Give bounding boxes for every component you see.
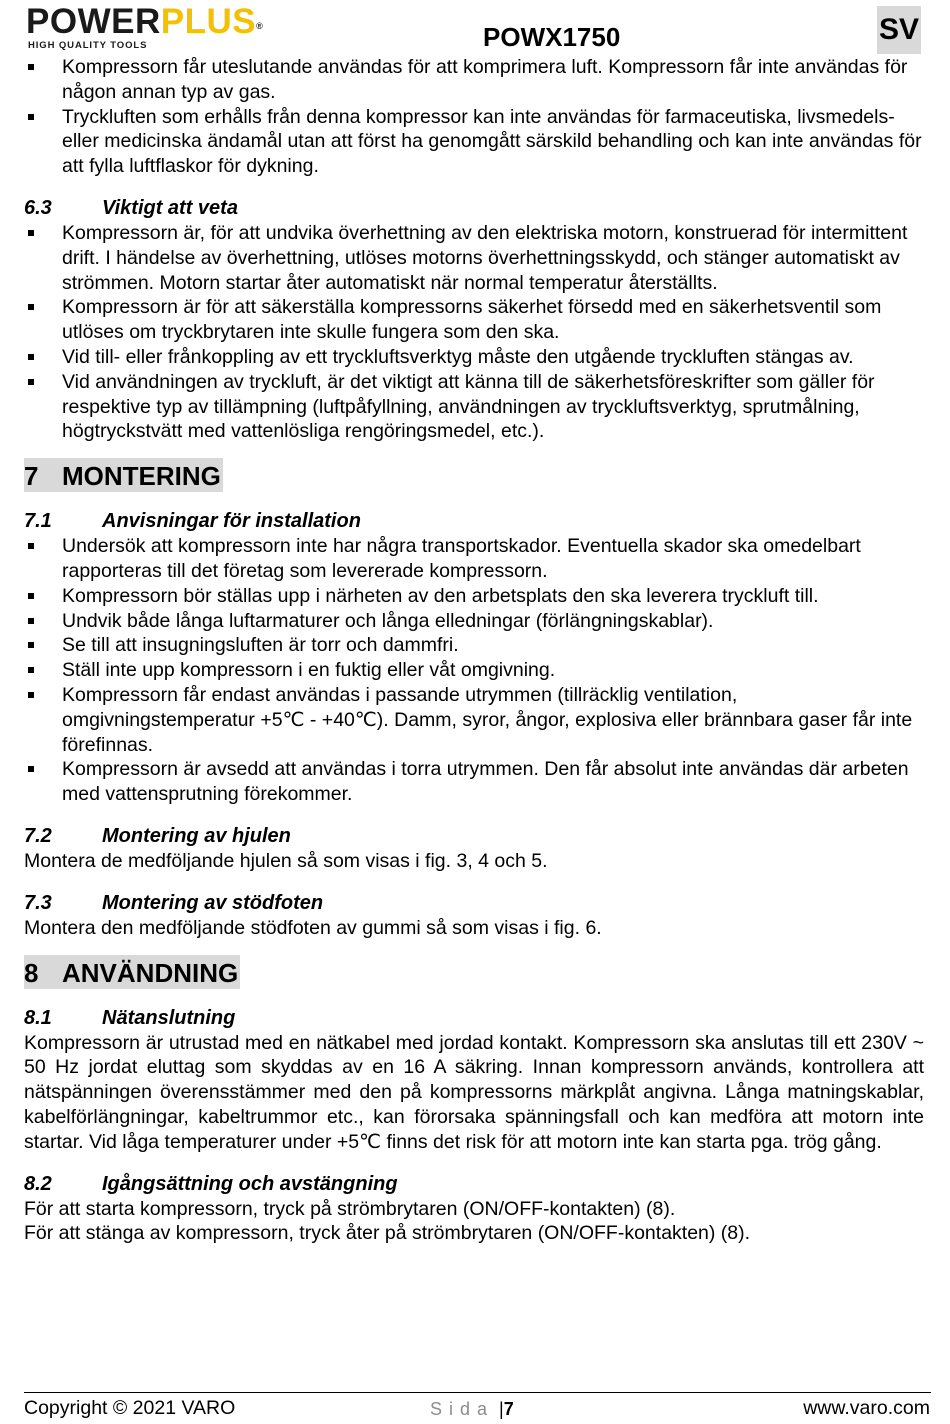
- list-item: Undersök att kompressorn inte har några transportskador. Eventuella skador ska omedelbart rapporteras till det företag som levererade kompressorn.: [24, 534, 924, 584]
- paragraph-8-2-line-2: För att stänga av kompressorn, tryck åter på strömbrytaren (ON/OFF-kontakten) (8).: [24, 1222, 751, 1245]
- page-number: 7: [503, 1399, 514, 1419]
- paragraph-8-1: Kompressorn är utrustad med en nätkabel med jordad kontakt. Kompressorn ska anslutas till ett 230V ~ 50 Hz jordat eluttag som skyddas av en 16 A säkring. Innan kompressorn används, kontrollera att nätspänningen överensstämmer med den på kompressorns märkplåt angivna. Långa matningskablar, kabelförlängningar, kabeltrummor etc., kan förorsaka spänningsfall och kan medföra att motorn inte startar. Vid låga temperaturer under +5℃ finns det risk för att motorn inte kan starta pga. trög gång.: [24, 1031, 924, 1153]
- list-item: Undvik både långa luftarmaturer och långa elledningar (förlängningskablar).: [24, 609, 924, 634]
- subsection-heading-6-3: 6.3 Viktigt att veta: [24, 196, 238, 219]
- powerplus-logo: [26, 4, 286, 50]
- footer-website: www.varo.com: [803, 1397, 930, 1419]
- list-item: Kompressorn får endast användas i passande utrymmen (tillräcklig ventilation, omgivningstemperatur +5℃ - +40℃). Damm, syror, ångor, explosiva eller brännbara gaser får inte förefinnas.: [24, 683, 924, 757]
- logo-wordmark: POWERPLUS®: [26, 2, 264, 41]
- subsection-heading-8-2: 8.2 Igångsättning och avstängning: [24, 1172, 398, 1195]
- subsection-heading-8-1: 8.1 Nätanslutning: [24, 1006, 236, 1029]
- subsection-heading-7-1: 7.1 Anvisningar för installation: [24, 510, 361, 533]
- subsection-heading-7-2: 7.2 Montering av hjulen: [24, 824, 291, 847]
- bullet-list-6-3: [24, 221, 924, 444]
- model-number: POWX1750: [483, 22, 621, 52]
- page-header: [0, 0, 950, 56]
- footer-page-indicator: Sida |7: [430, 1399, 514, 1419]
- list-item: Se till att insugningsluften är torr och dammfri.: [24, 633, 924, 658]
- page-content: [24, 55, 924, 1246]
- list-item: Vid till- eller frånkoppling av ett tryckluftsverktyg måste den utgående tryckluften stängas av.: [24, 345, 924, 370]
- section-heading-8: 8 ANVÄNDNING: [24, 955, 240, 989]
- subsection-heading-7-3: 7.3 Montering av stödfoten: [24, 891, 324, 914]
- list-item: Kompressorn är för att säkerställa kompressorns säkerhet försedd med en säkerhetsventil som utlöses om tryckbrytaren inte skulle fungera som den ska.: [24, 295, 924, 345]
- footer-copyright: Copyright © 2021 VARO: [24, 1397, 236, 1419]
- list-item: Kompressorn bör ställas upp i närheten av den arbetsplats den ska leverera tryckluft till.: [24, 584, 924, 609]
- bullet-list-7-1: [24, 534, 924, 807]
- list-item: Ställ inte upp kompressorn i en fuktig eller våt omgivning.: [24, 658, 924, 683]
- list-item: Kompressorn är, för att undvika överhettning av den elektriska motorn, konstruerad för intermittent drift. I händelse av överhettning, utlöses motorns överhettningsskydd, och stänger automatiskt av strömmen. Motorn startar åter automatiskt när normal temperatur återställts.: [24, 221, 924, 295]
- list-item: Vid användningen av tryckluft, är det viktigt att känna till de säkerhetsföreskrifter som gäller för respektive typ av tillämpning (luftpåfyllning, användningen av tryckluftsverktyg, sprutmålning, högtryckstvätt med vattenlösliga rengöringsmedel, etc.).: [24, 370, 924, 444]
- logo-tagline: HIGH QUALITY TOOLS: [28, 40, 148, 51]
- list-item: Tryckluften som erhålls från denna kompressor kan inte användas för farmaceutiska, livsmedels- eller medicinska ändamål utan att först ha genomgått särskild behandling och kan inte användas för att fylla luftflaskor för dykning.: [24, 105, 924, 179]
- language-badge: SV: [877, 6, 921, 54]
- intro-bullet-list: [24, 55, 924, 179]
- list-item: Kompressorn får uteslutande användas för att komprimera luft. Kompressorn får inte användas för någon annan typ av gas.: [24, 55, 924, 105]
- footer-divider: [24, 1392, 931, 1393]
- section-heading-7: 7 MONTERING: [24, 458, 223, 492]
- list-item: Kompressorn är avsedd att användas i torra utrymmen. Den får absolut inte användas där arbeten med vattensprutning förekommer.: [24, 757, 924, 807]
- paragraph-7-3: Montera den medföljande stödfoten av gummi så som visas i fig. 6.: [24, 916, 602, 939]
- paragraph-8-2-line-1: För att starta kompressorn, tryck på strömbrytaren (ON/OFF-kontakten) (8).: [24, 1197, 676, 1220]
- paragraph-7-2: Montera de medföljande hjulen så som visas i fig. 3, 4 och 5.: [24, 849, 548, 872]
